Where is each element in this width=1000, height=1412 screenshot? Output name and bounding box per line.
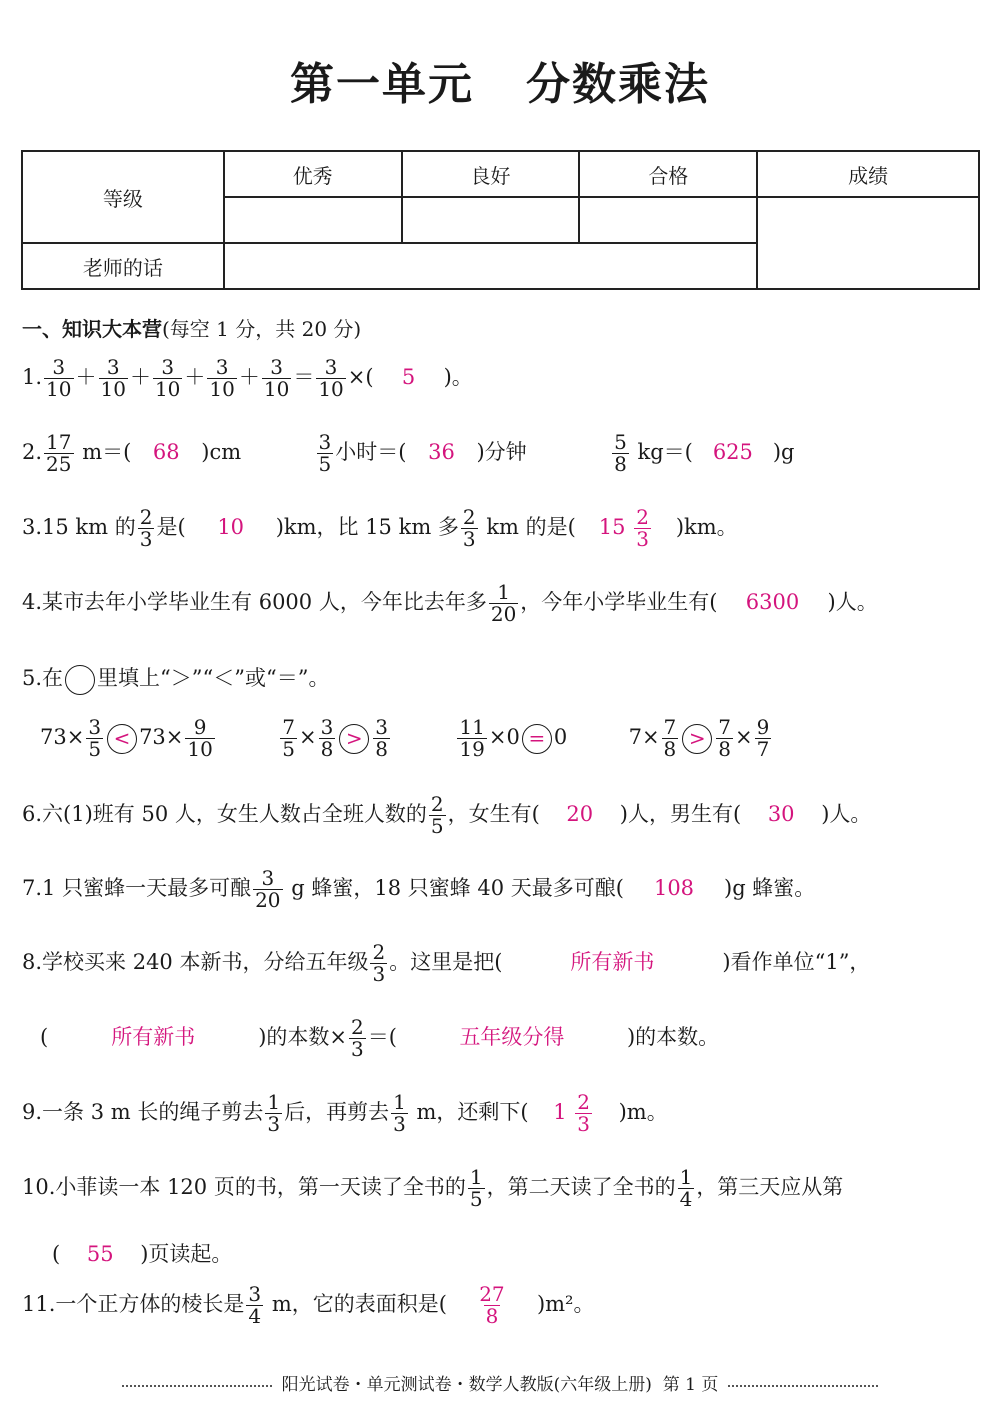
grade-label: 等级 [22, 151, 224, 243]
answer[interactable]: 所有新书 [570, 950, 655, 974]
teacher-comment-cell[interactable] [224, 243, 757, 289]
cell-score[interactable] [757, 197, 979, 289]
answer[interactable]: 10 [217, 515, 245, 539]
question-2: 2. $\frac{17}{25}$ m＝( 68 )cm $\frac{3}{5}$ 小时＝( 36 )分钟 $\frac{5}{8}$ kg＝( 625 )g [22, 430, 795, 476]
question-10-line2: ( 55 )页读起。 [52, 1242, 233, 1266]
answer[interactable]: 1 $\frac{2}{3}$ [553, 1090, 590, 1136]
question-7: 7.1 只蜜蜂一天最多可酿 $\frac{3}{20}$ g 蜂蜜，18 只蜜蜂 40 天最多可酿( 108 )g 蜂蜜。 [22, 866, 816, 912]
compare-circle[interactable]: > [682, 724, 712, 754]
col-score: 成绩 [757, 151, 979, 197]
title-unit: 第一单元 [290, 59, 474, 110]
col-good: 良好 [402, 151, 580, 197]
teacher-label: 老师的话 [22, 243, 224, 289]
question-11: 11.一个正方体的棱长是 $\frac{3}{4}$ m，它的表面积是( $\frac{27}{8}$ )m²。 [22, 1282, 595, 1328]
answer[interactable]: 五年级分得 [459, 1025, 565, 1049]
compare-circle[interactable]: < [107, 724, 137, 754]
answer[interactable]: 108 [653, 876, 695, 900]
compare-circle[interactable]: > [339, 724, 369, 754]
fraction: $\frac{3}{10}$ [46, 355, 72, 401]
footer-text: 阳光试卷・单元测试卷・数学人教版(六年级上册) [281, 1375, 652, 1395]
blank-circle-icon [65, 665, 95, 695]
question-1: 1. $\frac{3}{10}$ ＋ $\frac{3}{10}$ ＋ $\frac{3}{10}$ ＋ $\frac{3}{10}$ ＋ $\frac{3}{10}$ ＝ $\frac{3}{10}$ ×( 5 )。 [22, 355, 473, 401]
answer[interactable]: 5 [401, 365, 416, 389]
answer[interactable]: 36 [428, 440, 455, 464]
answer[interactable]: 30 [767, 802, 795, 826]
section-heading: 一、知识大本营(每空 1 分，共 20 分) [22, 317, 362, 341]
title-topic: 分数乘法 [526, 59, 710, 110]
question-9: 9.一条 3 m 长的绳子剪去 $\frac{1}{3}$ 后，再剪去 $\frac{1}{3}$ m，还剩下( 1 $\frac{2}{3}$ )m。 [22, 1090, 668, 1136]
page-title [0, 48, 1000, 112]
answer[interactable]: 所有新书 [111, 1025, 196, 1049]
answer[interactable]: 20 [566, 802, 594, 826]
answer[interactable]: 625 [712, 440, 753, 464]
question-4: 4.某市去年小学毕业生有 6000 人，今年比去年多 $\frac{1}{20}$ ，今年小学毕业生有( 6300 )人。 [22, 580, 878, 626]
question-8: 8.学校买来 240 本新书，分给五年级 $\frac{2}{3}$ 。这里是把( 所有新书 )看作单位“1”， [22, 940, 871, 986]
col-excellent: 优秀 [224, 151, 402, 197]
compare-circle[interactable]: = [522, 724, 552, 754]
answer[interactable]: 68 [152, 440, 180, 464]
grade-table [21, 150, 980, 290]
question-8-line2: ( 所有新书 )的本数× $\frac{2}{3}$ ＝( 五年级分得 )的本数。 [40, 1015, 720, 1061]
col-pass: 合格 [579, 151, 757, 197]
cell-excellent[interactable] [224, 197, 402, 243]
question-6: 6.六(1)班有 50 人，女生人数占全班人数的 $\frac{2}{5}$ ，女生有( 20 )人，男生有( 30 )人。 [22, 792, 872, 838]
question-5-expressions: 73× $\frac{3}{5}$ < 73× $\frac{9}{10}$ $\frac{7}{5}$ × $\frac{3}{8}$ > $\frac{3}{8}$ $\frac{11}{19}$ ×0 = 0 7× $\frac{7}{8}$ > $\frac{7}{8}$ × $\frac{9}{7}$ [40, 715, 770, 761]
answer[interactable]: $\frac{27}{8}$ [479, 1282, 505, 1328]
page-number: 第 1 页 [662, 1375, 719, 1395]
page-footer [0, 1370, 1000, 1395]
question-10: 10.小菲读一本 120 页的书，第一天读了全书的 $\frac{1}{5}$ ，第二天读了全书的 $\frac{1}{4}$ ，第三天应从第 [22, 1165, 844, 1211]
question-5: 5.在 里填上“＞”“＜”或“＝”。 [22, 662, 329, 695]
answer[interactable]: 6300 [745, 590, 800, 614]
answer[interactable]: 55 [86, 1242, 114, 1266]
question-3: 3.15 km 的 $\frac{2}{3}$ 是( 10 )km，比 15 km 多 $\frac{2}{3}$ km 的是( 15 $\frac{2}{3}$ )km。 [22, 505, 738, 551]
cell-good[interactable] [402, 197, 580, 243]
dotted-rule [728, 1385, 878, 1387]
cell-pass[interactable] [579, 197, 757, 243]
dotted-rule [122, 1385, 272, 1387]
answer[interactable]: 15 $\frac{2}{3}$ [598, 505, 649, 551]
